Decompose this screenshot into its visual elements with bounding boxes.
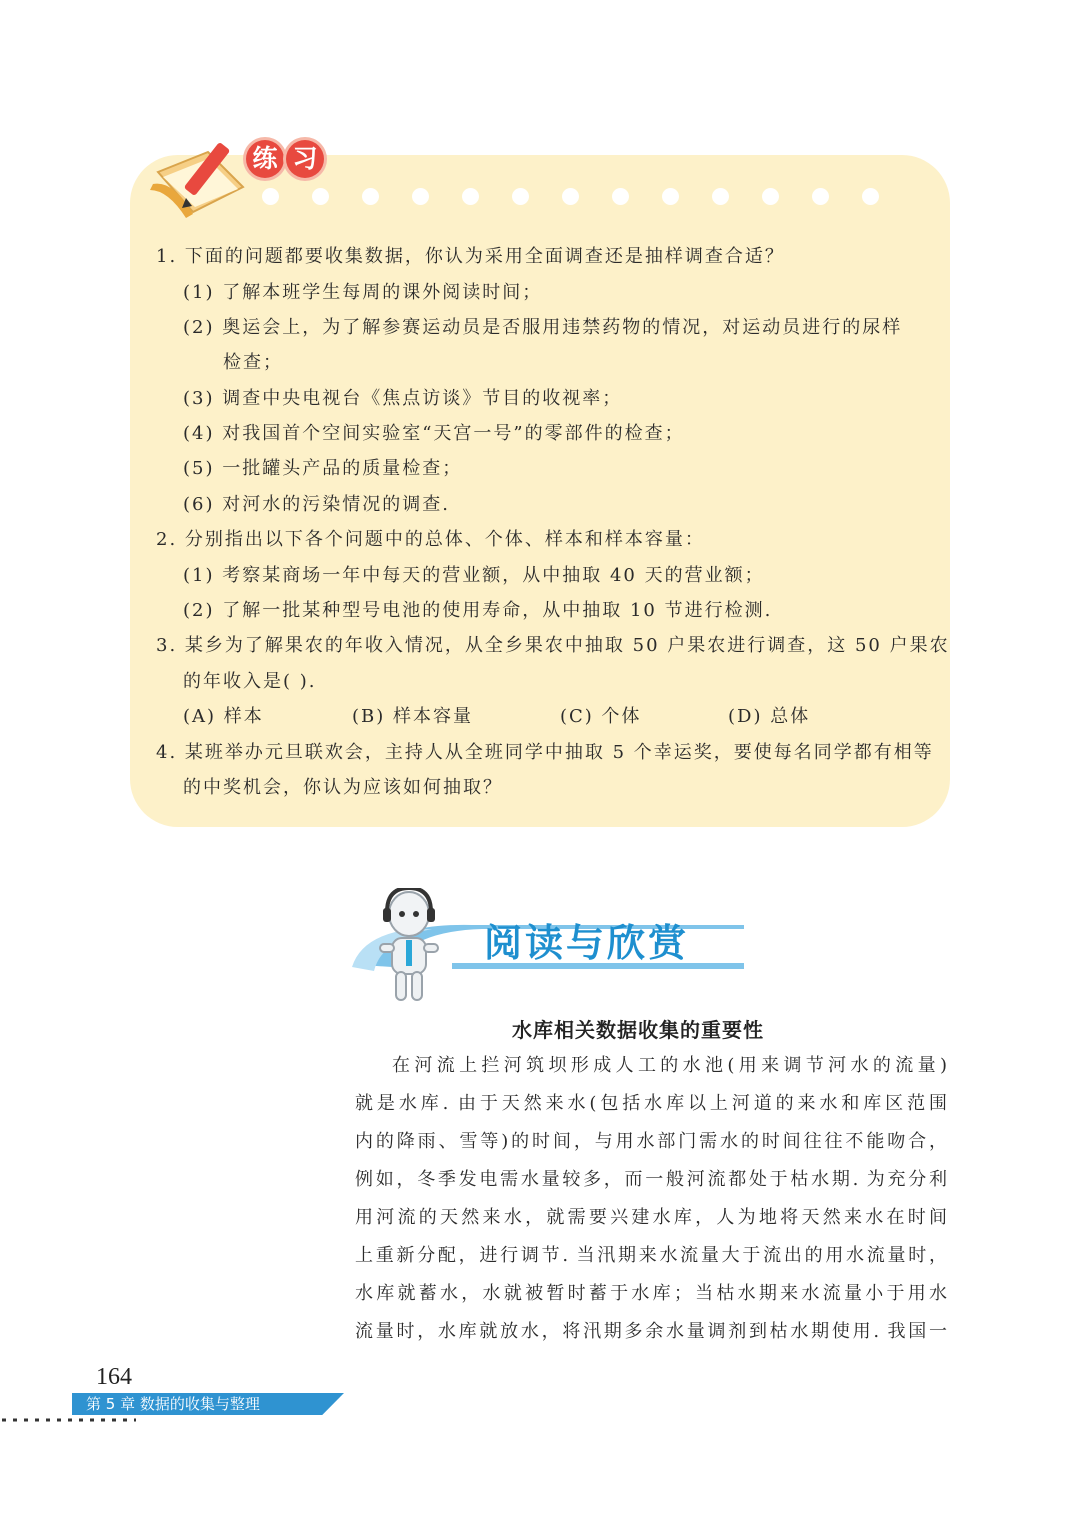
chapter-label: 第 5 章 数据的收集与整理 bbox=[86, 1395, 260, 1413]
q1-item-3: (3) 调查中央电视台《焦点访谈》节目的收视率； bbox=[183, 388, 623, 409]
q3-stem-line1: 3. 某乡为了解果农的年收入情况，从全乡果农中抽取 50 户果农进行调查，这 50 户果农 bbox=[156, 635, 950, 656]
q1-item-5: (5) 一批罐头产品的质量检查； bbox=[183, 458, 463, 479]
pencil-notebook-icon bbox=[148, 132, 258, 222]
q3-stem-line2: 的年收入是( ). bbox=[183, 671, 317, 692]
q1-stem: 1. 下面的问题都要收集数据，你认为采用全面调查还是抽样调查合适？ bbox=[156, 246, 785, 267]
q1-item-1: (1) 了解本班学生每周的课外阅读时间； bbox=[183, 282, 543, 303]
decorative-dots bbox=[262, 188, 902, 208]
article-title: 水库相关数据收集的重要性 bbox=[512, 1018, 764, 1042]
exercise-badge-1: 练 bbox=[246, 140, 284, 178]
q1-item-2: (2) 奥运会上，为了解参赛运动员是否服用违禁药物的情况，对运动员进行的尿样 bbox=[183, 317, 903, 338]
q1-item-2-cont: 检查； bbox=[223, 352, 283, 373]
article-line: 就是水库. 由于天然来水(包括水库以上河道的来水和库区范围 bbox=[355, 1093, 947, 1114]
q2-item-1: (1) 考察某商场一年中每天的营业额，从中抽取 40 天的营业额； bbox=[183, 565, 765, 586]
q3-option-d: (D) 总体 bbox=[728, 706, 811, 727]
article-line: 流量时，水库就放水，将汛期多余水量调剂到枯水期使用. 我国一 bbox=[355, 1321, 947, 1342]
q1-item-4: (4) 对我国首个空间实验室“天宫一号”的零部件的检查； bbox=[183, 423, 685, 444]
q1-item-6: (6) 对河水的污染情况的调查. bbox=[183, 494, 450, 515]
q3-option-c: (C) 个体 bbox=[560, 706, 642, 727]
footer-dotted-line bbox=[2, 1418, 136, 1422]
q2-stem: 2. 分别指出以下各个问题中的总体、个体、样本和样本容量： bbox=[156, 529, 705, 550]
article-line: 上重新分配，进行调节. 当汛期来水流量大于流出的用水流量时， bbox=[355, 1245, 947, 1266]
article-line: 水库就蓄水，水就被暂时蓄于水库；当枯水期来水流量小于用水 bbox=[355, 1283, 947, 1304]
article-line: 内的降雨、雪等)的时间，与用水部门需水的时间往往不能吻合， bbox=[355, 1131, 947, 1152]
exercise-heading bbox=[246, 140, 324, 178]
mascot-headphones-icon bbox=[372, 888, 446, 1004]
exercise-badge-2: 习 bbox=[286, 140, 324, 178]
article-line: 在河流上拦河筑坝形成人工的水池(用来调节河水的流量) bbox=[392, 1055, 947, 1076]
article-line: 用河流的天然来水，就需要兴建水库，人为地将天然来水在时间 bbox=[355, 1207, 947, 1228]
article-line: 例如，冬季发电需水量较多，而一般河流都处于枯水期. 为充分利 bbox=[355, 1169, 947, 1190]
q4-line1: 4. 某班举办元旦联欢会，主持人从全班同学中抽取 5 个幸运奖，要使每名同学都有相等 bbox=[156, 742, 934, 763]
q3-option-b: (B) 样本容量 bbox=[352, 706, 473, 727]
q3-option-a: (A) 样本 bbox=[183, 706, 264, 727]
reading-header: 阅读与欣赏 bbox=[484, 921, 690, 965]
page-number: 164 bbox=[96, 1364, 132, 1390]
q4-line2: 的中奖机会，你认为应该如何抽取？ bbox=[183, 777, 503, 798]
q2-item-2: (2) 了解一批某种型号电池的使用寿命，从中抽取 10 节进行检测. bbox=[183, 600, 773, 621]
